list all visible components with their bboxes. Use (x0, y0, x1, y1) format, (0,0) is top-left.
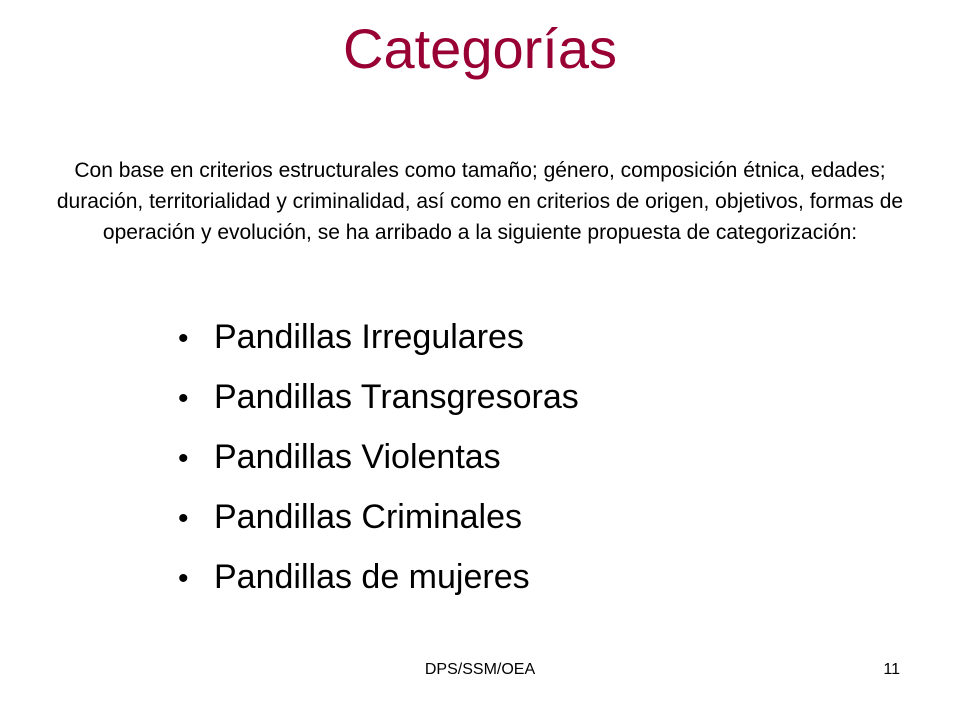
page-number: 11 (883, 661, 900, 678)
bullet-icon: • (178, 562, 189, 595)
list-item-label: Pandillas Violentas (214, 438, 501, 476)
bullet-icon: • (178, 322, 189, 355)
slide-title: Categorías (343, 17, 617, 80)
bullet-icon: • (178, 442, 189, 475)
bullet-icon: • (178, 502, 189, 535)
list-item-label: Pandillas de mujeres (214, 558, 530, 596)
list-item (178, 308, 579, 368)
list-item (178, 368, 579, 428)
list-item (178, 488, 579, 548)
list-item (178, 428, 579, 488)
footer-text: DPS/SSM/OEA (424, 661, 536, 678)
list-item (178, 548, 579, 608)
list-item-label: Pandillas Transgresoras (214, 378, 579, 416)
intro-paragraph: Con base en criterios estructurales como tamaño; género, composición étnica, edades; duración, territorialidad y criminalidad, así como en criterios de origen, objetivos, formas de operación y evolución, se ha arribado a la siguiente propuesta de categorización: (56, 159, 904, 244)
category-list (178, 308, 579, 608)
bullet-icon: • (178, 382, 189, 415)
list-item-label: Pandillas Irregulares (214, 318, 524, 356)
list-item-label: Pandillas Criminales (214, 498, 523, 536)
